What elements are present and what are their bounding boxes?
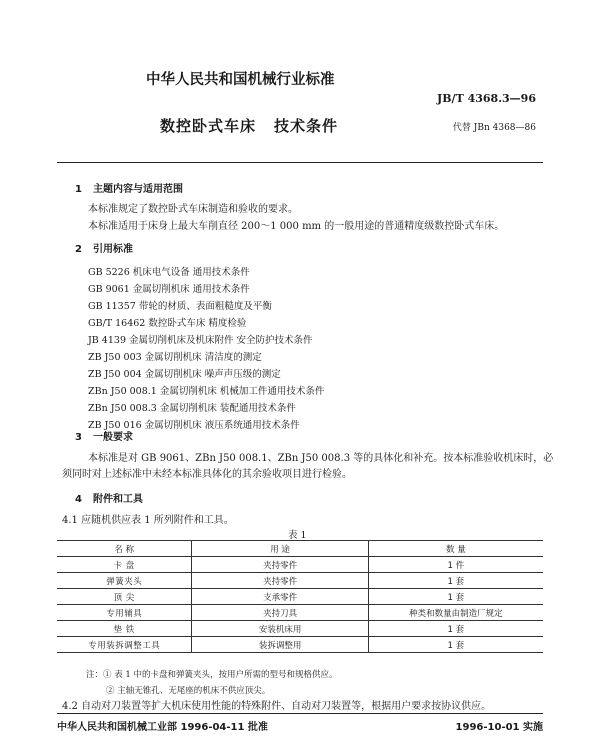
- reference-item: GB 5226 机床电气设备 通用技术条件: [88, 267, 250, 278]
- table-header-row: [57, 541, 543, 557]
- clause-4-1: 4.1 应随机供应表 1 所列附件和工具。: [62, 515, 234, 526]
- cell-qty: 1 件: [368, 557, 543, 573]
- table-row: [57, 573, 543, 589]
- reference-item: GB 9061 金属切削机床 通用技术条件: [88, 284, 250, 295]
- title-part2: 技术条件: [274, 117, 339, 135]
- clause-4-2: 4.2 自动对刀装置等扩大机床使用性能的特殊附件、自动对刀装置等，根据用户要求按协议供应。: [62, 701, 492, 712]
- cell-qty: 1 套: [368, 621, 543, 637]
- document-title: [160, 115, 338, 136]
- cell-qty: 1 套: [368, 637, 543, 653]
- table-note-2: ② 主轴无锥孔、无尾座的机床不供应顶尖。: [106, 686, 271, 696]
- cell-qty: 1 套: [368, 589, 543, 605]
- table-row: [57, 605, 543, 621]
- approval-line: 中华人民共和国机械工业部 1996-04-11 批准: [57, 722, 268, 733]
- cell-name: 卡 盘: [57, 557, 192, 573]
- cell-use: 支承零件: [192, 589, 368, 605]
- reference-item: ZB J50 004 金属切削机床 噪声声压级的测定: [88, 369, 281, 380]
- cell-name: 顶 尖: [57, 589, 192, 605]
- cell-qty: 1 套: [368, 573, 543, 589]
- section-1-heading: 1 主题内容与适用范围: [75, 184, 183, 195]
- replaces-note: 代替 JBn 4368—86: [452, 123, 536, 133]
- cell-qty: 种类和数量由制造厂规定: [368, 605, 543, 621]
- cell-name: 专用辅具: [57, 605, 192, 621]
- section-1-para-2: 本标准适用于床身上最大车削直径 200～1 000 mm 的一般用途的普通精度级数控卧式车床。: [88, 221, 505, 232]
- reference-item: ZB J50 003 金属切削机床 清洁度的测定: [88, 352, 262, 363]
- reference-item: ZBn J50 008.3 金属切削机床 装配通用技术条件: [88, 403, 296, 414]
- cell-name: 垫 铁: [57, 621, 192, 637]
- table-row: [57, 589, 543, 605]
- bottom-rule: [57, 713, 543, 714]
- section-4-heading: 4 附件和工具: [75, 494, 143, 505]
- cell-use: 夹持零件: [192, 573, 368, 589]
- section-3-para-1: 本标准是对 GB 9061、ZBn J50 008.1、ZBn J50 008.3 等的具体化和补充。按本标准验收机床时，必: [88, 453, 554, 464]
- title-part1: 数控卧式车床: [160, 117, 257, 135]
- cell-name: 弹簧夹头: [57, 573, 192, 589]
- reference-item: ZB J50 016 金属切削机床 液压系统通用技术条件: [88, 420, 300, 431]
- implementation-date: 1996-10-01 实施: [455, 722, 543, 733]
- reference-item: JB 4139 金属切削机床及机床附件 安全防护技术条件: [88, 335, 313, 346]
- table-row: [57, 557, 543, 573]
- column-header: 用 途: [192, 541, 368, 557]
- table-caption: 表 1: [288, 530, 307, 541]
- section-3-heading: 3 一般要求: [75, 432, 133, 443]
- cell-use: 安装机床用: [192, 621, 368, 637]
- table-row: [57, 621, 543, 637]
- column-header: 数 量: [368, 541, 543, 557]
- accessories-table: [57, 540, 543, 653]
- section-3-para-2: 须同时对上述标准中未经本标准具体化的其余验收项目进行检验。: [62, 469, 352, 480]
- reference-item: GB/T 16462 数控卧式车床 精度检验: [88, 318, 247, 329]
- section-1-para-1: 本标准规定了数控卧式车床制造和验收的要求。: [88, 204, 298, 215]
- table-note-1: 注：① 表 1 中的卡盘和弹簧夹头，按用户所需的型号和规格供应。: [86, 670, 338, 680]
- cell-use: 夹持零件: [192, 557, 368, 573]
- reference-item: ZBn J50 008.1 金属切削机床 机械加工件通用技术条件: [88, 386, 325, 397]
- standard-org: 中华人民共和国机械行业标准: [146, 72, 335, 88]
- reference-item: GB 11357 带轮的材质、表面粗糙度及平衡: [88, 301, 272, 312]
- table-row: [57, 637, 543, 653]
- column-header: 名 称: [57, 541, 192, 557]
- section-2-heading: 2 引用标准: [75, 244, 133, 255]
- standard-code: JB/T 4368.3—96: [437, 92, 536, 105]
- cell-use: 夹持刀具: [192, 605, 368, 621]
- cell-name: 专用装拆调整工具: [57, 637, 192, 653]
- cell-use: 装拆调整用: [192, 637, 368, 653]
- top-rule: [57, 162, 543, 163]
